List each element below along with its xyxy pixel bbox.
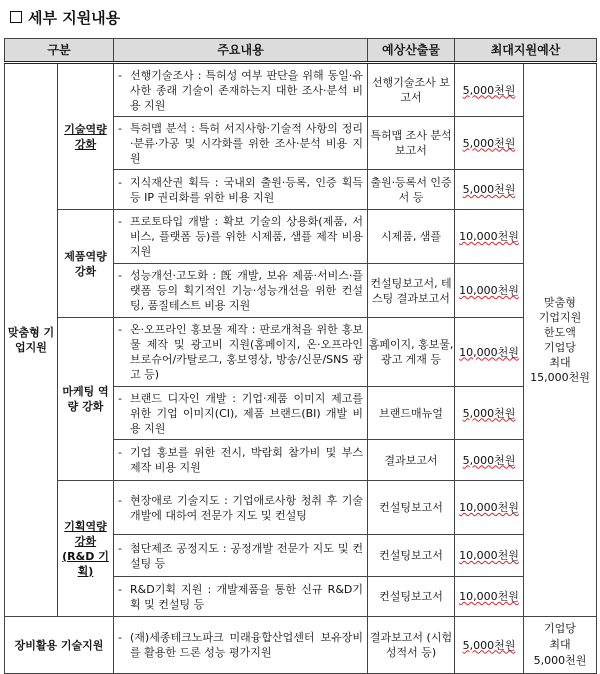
content-cell: - 첨단제조 공정지도 : 공정개발 전문가 지도 및 컨설팅 등 (114, 535, 368, 577)
content-cell: - (재)세종테크노파크 미래융합산업센터 보유장비를 활용한 드론 성능 평가지원 (114, 617, 368, 674)
output-cell: 홈페이지, 홍보물, 광고 게재 등 (368, 318, 455, 387)
category-equipment: 장비활용 기술지원 (5, 617, 114, 674)
group-product-label: 제품역량 강화 (64, 249, 107, 278)
content-cell: - 특허맵 분석 : 특허 서지사항·기술적 사항의 정리·분류·가공 및 시각화를 위한 조사·분석 비용 지원 (114, 117, 368, 170)
table-row (5, 481, 597, 535)
header-content: 주요내용 (114, 39, 368, 63)
content-cell: - 브랜드 디자인 개발 : 기업·제품 이미지 제고를 위한 기업 이미지(CI), 제품 브랜드(BI) 개발 비용 지원 (114, 387, 368, 440)
content-text: 선행기술조사 : 특허성 여부 판단을 위해 동일·유사한 종래 기술이 존재하는지 대한 조사·분석 비용 지원 (130, 68, 363, 112)
amount-cell: 10,000천원 (455, 318, 524, 387)
group-tech (58, 63, 114, 210)
content-text: (재)세종테크노파크 미래융합산업센터 보유장비를 활용한 드론 성능 평가지원 (130, 631, 363, 659)
output-cell: 결과보고서 (368, 440, 455, 481)
group-planning-label: 기획역량 강화 (R&D 기획) (62, 519, 109, 578)
content-cell: - 선행기술조사 : 특허성 여부 판단을 위해 동일·유사한 종래 기술이 존재하는지 대한 조사·분석 비용 지원 (114, 63, 368, 117)
amount-cell: 5,000천원 (455, 387, 524, 440)
group-marketing (58, 318, 114, 481)
header-budget: 최대지원예산 (455, 39, 597, 63)
output-cell: 컨설팅보고서, 테스팅 결과보고서 (368, 264, 455, 318)
content-text: 첨단제조 공정지도 : 공정개발 전문가 지도 및 컨설팅 등 (130, 541, 363, 570)
content-cell: - 기업 홍보를 위한 전시, 박람회 참가비 및 부스 제작 비용 지원 (114, 440, 368, 481)
group-marketing-label: 마케팅 역량 강화 (62, 385, 109, 413)
content-text: 현장애로 기술지도 : 기업애로사항 청취 후 기술개발에 대하여 전문가 지도 및 컨설팅 (130, 493, 363, 522)
section-heading (10, 6, 120, 28)
group-product (58, 210, 114, 318)
amount-cell: 5,000천원 (455, 117, 524, 170)
table-row (5, 617, 597, 674)
content-text: 성능개선·고도화 : 旣 개발, 보유 제품·서비스·플랫폼 등의 획기적인 기능·성능개선을 위한 컨설팅, 품질테스트 비용 지원 (130, 269, 363, 312)
output-cell: 컨설팅보고서 (368, 577, 455, 617)
content-cell: - 지식재산권 획득 : 국내외 출원·등록, 인증 획득 등 IP 권리화를 위한 비용 지원 (114, 170, 368, 210)
output-cell: 출원·등록서 인증서 등 (368, 170, 455, 210)
output-cell: 시제품, 샘플 (368, 210, 455, 264)
output-cell: 컨설팅보고서 (368, 481, 455, 535)
content-text: R&D기획 지원 : 개발제품을 통한 신규 R&D기획 및 컨설팅 등 (130, 582, 363, 611)
content-cell: - 성능개선·고도화 : 旣 개발, 보유 제품·서비스·플랫폼 등의 획기적인 기능·성능개선을 위한 컨설팅, 품질테스트 비용 지원 (114, 264, 368, 318)
table-row (5, 210, 597, 264)
budget-equipment: 기업당 최대 5,000천원 (524, 617, 597, 674)
amount-cell: 5,000천원 (455, 440, 524, 481)
square-bullet-icon (10, 11, 22, 23)
amount-cell: 10,000천원 (455, 535, 524, 577)
content-text: 온·오프라인 홍보물 제작 : 판로개척을 위한 홍보물 제작 및 광고비 지원(홈페이지, 온·오프라인 브로슈어/카탈로그, 홍보영상, 방송/신문/SNS 광고 등) (130, 323, 363, 381)
section-title: 세부 지원내용 (28, 8, 121, 27)
content-text: 지식재산권 획득 : 국내외 출원·등록, 인증 획득 등 IP 권리화를 위한 비용 지원 (130, 175, 363, 204)
output-cell: 브랜드매뉴얼 (368, 387, 455, 440)
amount-cell: 10,000천원 (455, 577, 524, 617)
table-row (5, 318, 597, 387)
header-category: 구분 (5, 39, 114, 63)
table-header-row (5, 39, 597, 63)
amount-cell: 10,000천원 (455, 264, 524, 318)
content-cell: - R&D기획 지원 : 개발제품을 통한 신규 R&D기획 및 컨설팅 등 (114, 577, 368, 617)
amount-cell: 5,000천원 (455, 63, 524, 117)
header-output: 예상산출물 (368, 39, 455, 63)
amount-cell: 5,000천원 (455, 617, 524, 674)
output-cell: 선행기술조사 보고서 (368, 63, 455, 117)
content-cell: - 프로토타입 개발 : 확보 기술의 상용화(제품, 서비스, 플랫폼 등)를 위한 시제품, 샘플 제작 비용 지원 (114, 210, 368, 264)
category-custom: 맞춤형 기업지원 (5, 63, 58, 617)
support-table (4, 38, 597, 674)
amount-cell: 10,000천원 (455, 481, 524, 535)
budget-custom: 맞춤형 기업지원 한도액 기업당 최대 15,000천원 (524, 63, 597, 617)
output-cell: 컨설팅보고서 (368, 535, 455, 577)
content-text: 프로토타입 개발 : 확보 기술의 상용화(제품, 서비스, 플랫폼 등)를 위한 시제품, 샘플 제작 비용 지원 (130, 215, 363, 258)
amount-cell: 5,000천원 (455, 170, 524, 210)
amount-cell: 10,000천원 (455, 210, 524, 264)
table-row (5, 63, 597, 117)
content-text: 브랜드 디자인 개발 : 기업·제품 이미지 제고를 위한 기업 이미지(CI), 제품 브랜드(BI) 개발 비용 지원 (130, 391, 363, 435)
group-tech-label: 기술역량 강화 (64, 122, 107, 151)
output-cell: 결과보고서 (시험성적서 등) (368, 617, 455, 674)
content-cell: - 온·오프라인 홍보물 제작 : 판로개척을 위한 홍보물 제작 및 광고비 지원(홈페이지, 온·오프라인 브로슈어/카탈로그, 홍보영상, 방송/신문/SNS 광고 등) (114, 318, 368, 387)
content-text: 특허맵 분석 : 특허 서지사항·기술적 사항의 정리·분류·가공 및 시각화를 위한 조사·분석 비용 지원 (130, 121, 363, 165)
content-cell: - 현장애로 기술지도 : 기업애로사항 청취 후 기술개발에 대하여 전문가 지도 및 컨설팅 (114, 481, 368, 535)
output-cell: 특허맵 조사 분석 보고서 (368, 117, 455, 170)
content-text: 기업 홍보를 위한 전시, 박람회 참가비 및 부스 제작 비용 지원 (130, 446, 363, 474)
group-planning (58, 481, 114, 617)
